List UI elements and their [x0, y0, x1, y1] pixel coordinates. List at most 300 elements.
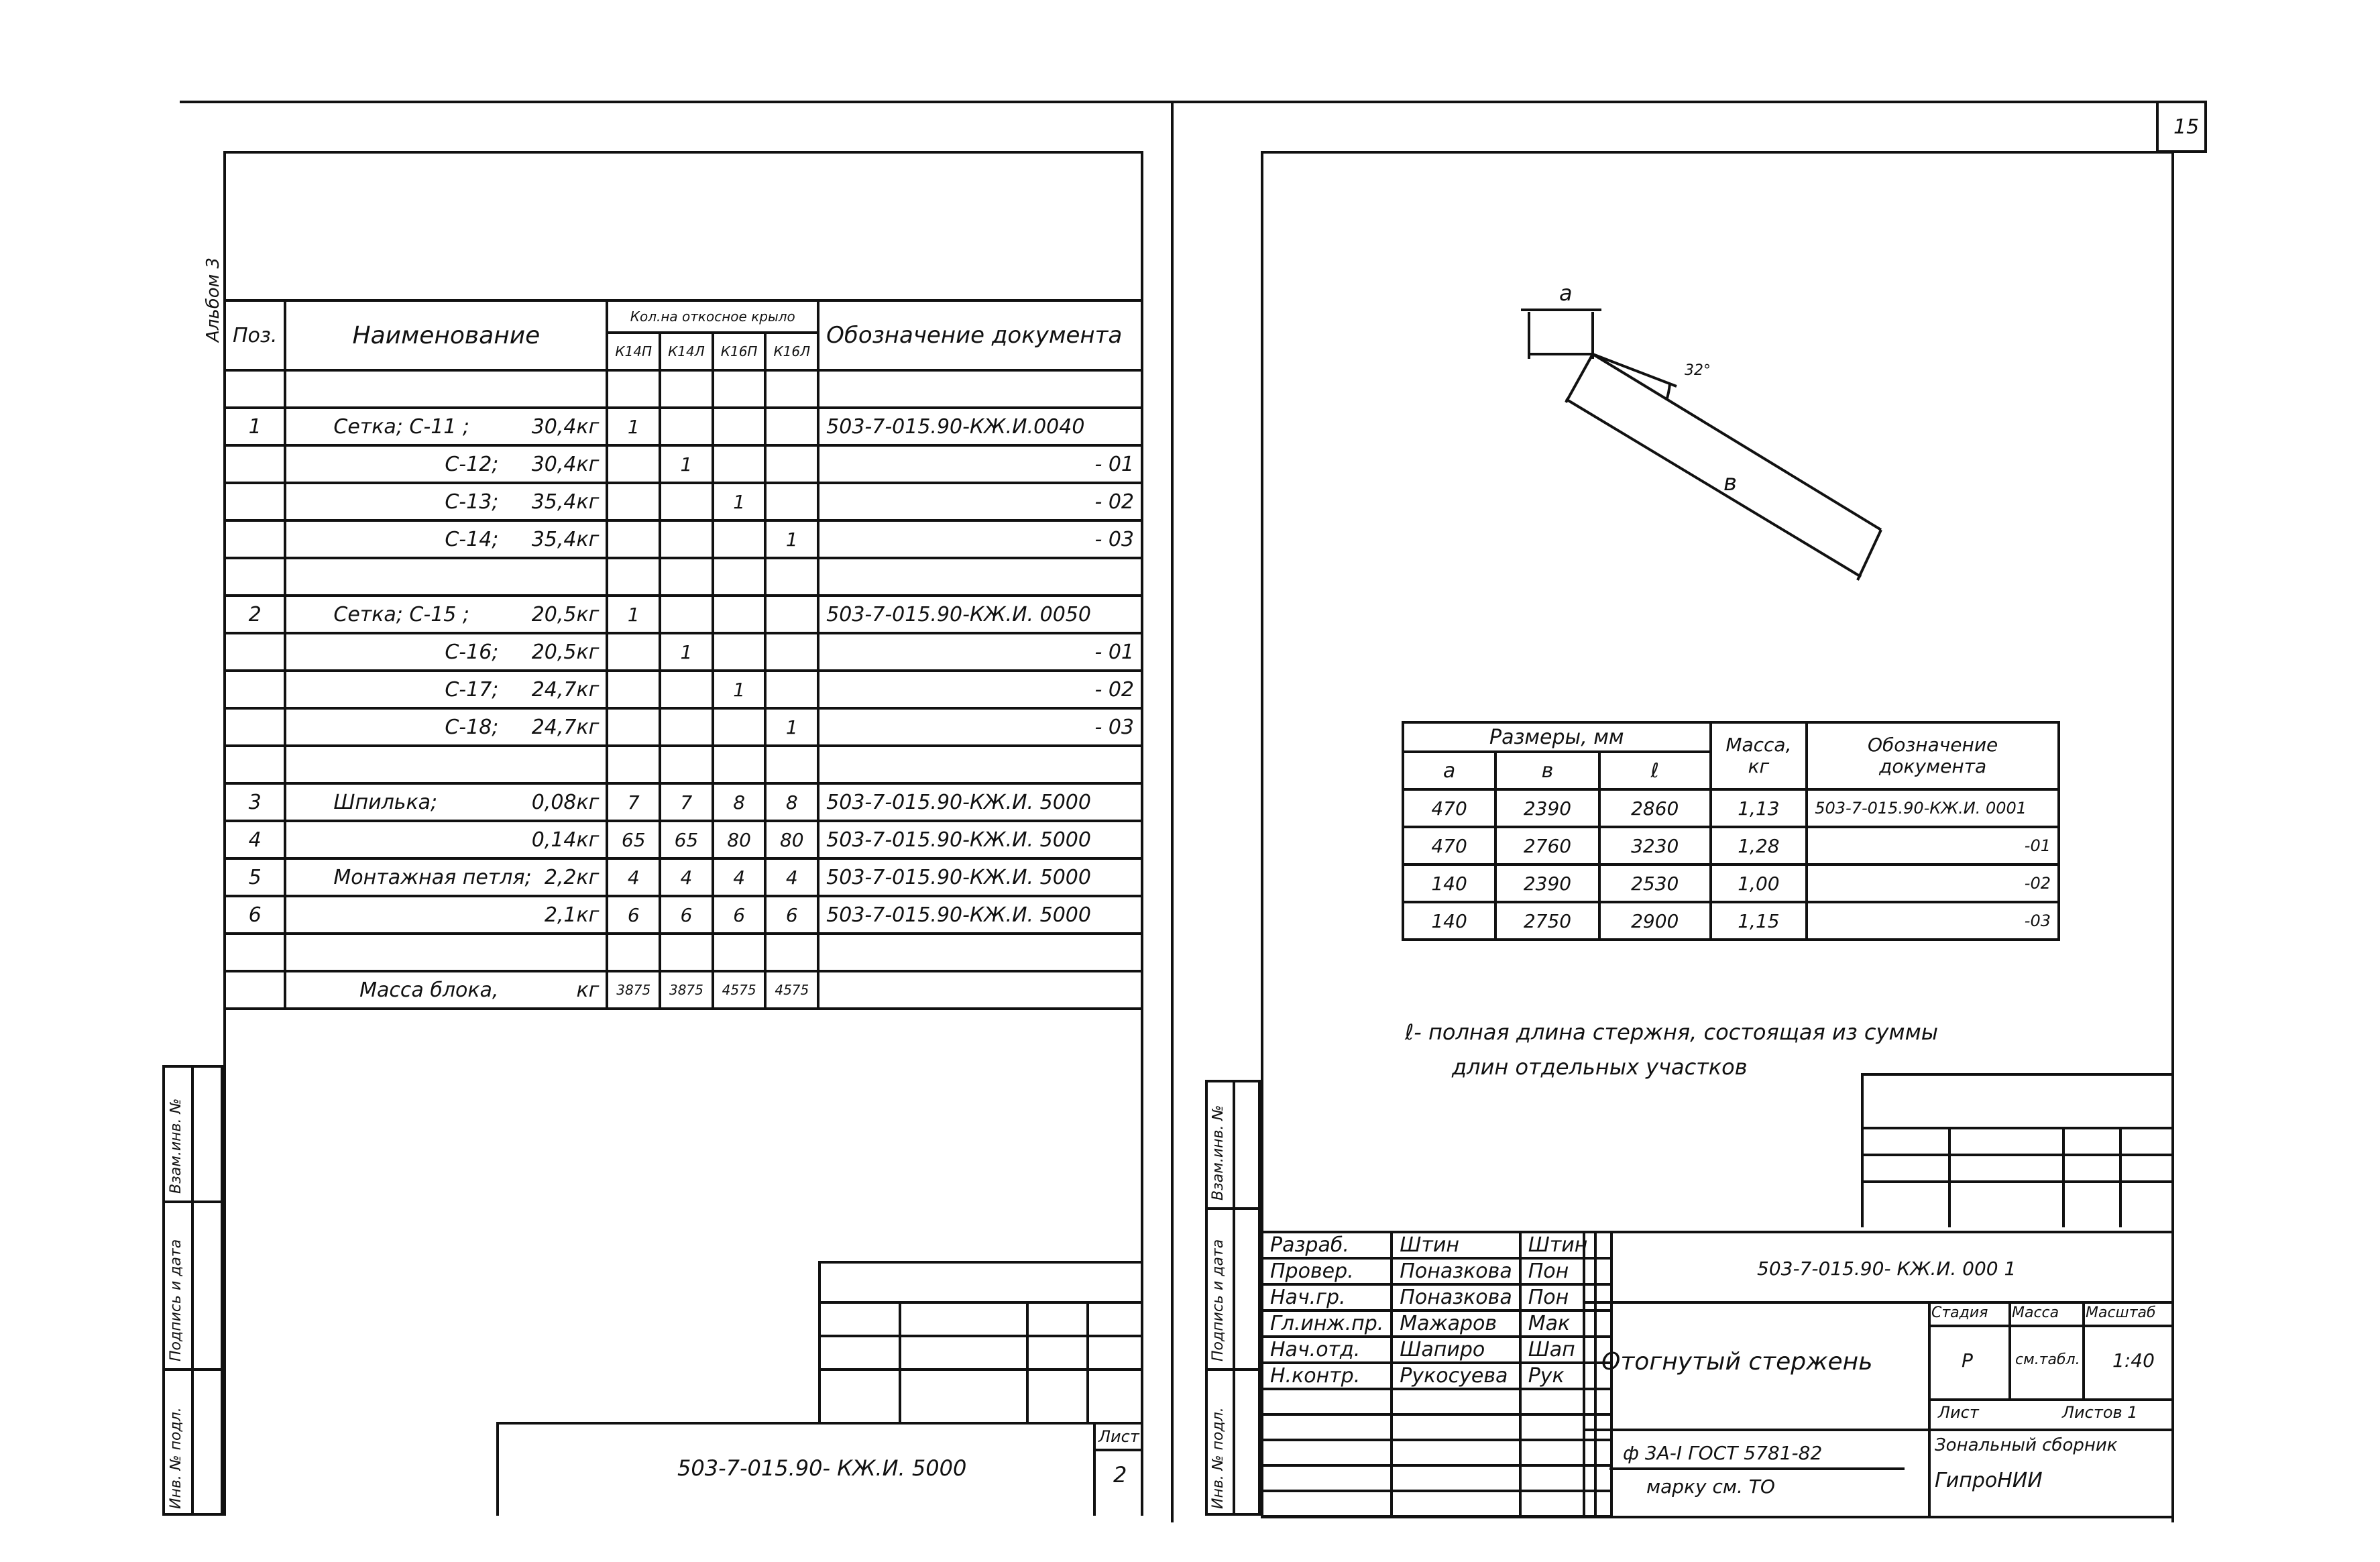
signature-row	[1262, 1284, 1611, 1310]
spec-qty: 1	[660, 633, 713, 671]
spec-qty	[713, 558, 766, 596]
side-strip-divider	[1205, 1207, 1261, 1210]
title-block-line	[1583, 1429, 2173, 1431]
header-qty-col: К16Л	[765, 333, 818, 370]
spec-name: С-14;	[445, 527, 499, 551]
dim-b-ext2	[1858, 530, 1881, 580]
bent-bar-drawing	[1502, 275, 1918, 597]
doc-code: 503-7-015.90- КЖ.И. 000 1	[1757, 1258, 2017, 1280]
spec-qty	[765, 370, 818, 408]
spec-qty	[713, 708, 766, 746]
spec-pos	[225, 370, 285, 408]
stamp-sheet-divider	[1093, 1422, 1096, 1516]
spec-doc: 503-7-015.90-КЖ.И. 5000	[818, 896, 1142, 934]
stage-block-divider	[1928, 1301, 1931, 1516]
spec-name-cell	[285, 783, 607, 821]
side-strip-divider	[1233, 1080, 1235, 1516]
spec-doc: 503-7-015.90-КЖ.И. 5000	[818, 821, 1142, 858]
spec-name: Сетка; С-15 ;	[333, 602, 470, 626]
material-line-2: марку см. ТО	[1646, 1475, 1775, 1498]
surname-cell	[1392, 1440, 1520, 1465]
spec-qty: 4	[713, 858, 766, 896]
grid-line	[1948, 1127, 1951, 1227]
spec-qty: 65	[607, 821, 660, 858]
spec-qty: 1	[765, 520, 818, 558]
angle-arc	[1666, 384, 1670, 400]
top-border-line	[180, 101, 2185, 103]
note-line-1: ℓ- полная длина стержня, состоящая из суммы	[1405, 1019, 1938, 1045]
side-strip-divider	[191, 1065, 194, 1516]
sheets-label: Листов 1	[2062, 1403, 2138, 1422]
spec-doc: 503-7-015.90-КЖ.И. 5000	[818, 783, 1142, 821]
spec-doc: - 02	[818, 483, 1142, 520]
album-label: Альбом 3	[203, 257, 223, 342]
stamp-col-line	[1026, 1301, 1029, 1422]
role-cell: Нач.гр.	[1262, 1284, 1392, 1310]
spec-qty	[660, 520, 713, 558]
spec-qty	[765, 746, 818, 783]
date-cell	[1595, 1389, 1611, 1414]
spec-mass: кг	[576, 978, 600, 1002]
spec-doc: - 03	[818, 708, 1142, 746]
dim-cell: 1,13	[1711, 789, 1807, 827]
spec-qty	[713, 596, 766, 633]
role-cell	[1262, 1414, 1392, 1440]
surname-cell: Поназкова	[1392, 1258, 1520, 1284]
spec-qty: 7	[607, 783, 660, 821]
spec-name-cell	[285, 596, 607, 633]
surname-cell	[1392, 1491, 1520, 1516]
spec-doc	[818, 370, 1142, 408]
right-small-grid	[1861, 1073, 2173, 1227]
side-strip-divider	[1205, 1368, 1261, 1371]
role-cell	[1262, 1389, 1392, 1414]
spec-qty	[660, 370, 713, 408]
right-side-label-inv: Инв. № подл.	[1210, 1407, 1227, 1509]
dim-cell: 2390	[1495, 789, 1599, 827]
spec-pos: 1	[225, 408, 285, 445]
spec-qty: 65	[660, 821, 713, 858]
spec-name: С-16;	[445, 640, 499, 664]
signature-row	[1262, 1310, 1611, 1337]
spec-mass: 24,7кг	[531, 715, 600, 739]
spec-name-cell	[285, 746, 607, 783]
spec-qty: 1	[765, 708, 818, 746]
mass-header: Масса, кг	[1711, 722, 1807, 789]
date-cell	[1595, 1414, 1611, 1440]
spec-row	[225, 596, 1142, 633]
spec-pos	[225, 633, 285, 671]
page-number-box	[2156, 101, 2207, 153]
spec-name-cell	[285, 558, 607, 596]
spec-qty	[607, 445, 660, 483]
spec-qty	[660, 671, 713, 708]
spec-doc: 503-7-015.90-КЖ.И. 0050	[818, 596, 1142, 633]
spec-name: Шпилька;	[333, 790, 438, 814]
spec-name-cell	[285, 671, 607, 708]
spec-qty	[607, 934, 660, 971]
role-cell: Гл.инж.пр.	[1262, 1310, 1392, 1337]
spec-pos	[225, 746, 285, 783]
spec-name-cell	[285, 708, 607, 746]
spec-name: С-12;	[445, 452, 499, 476]
spec-qty	[660, 483, 713, 520]
signature-cell: Рук	[1520, 1363, 1596, 1389]
spec-pos: 6	[225, 896, 285, 934]
spec-qty	[607, 708, 660, 746]
spec-qty	[765, 408, 818, 445]
right-side-label-replace: Взам.инв. №	[1210, 1105, 1227, 1201]
spec-doc: - 03	[818, 520, 1142, 558]
dim-a-label: а	[1559, 280, 1573, 306]
signature-row	[1262, 1465, 1611, 1491]
spec-mass: 30,4кг	[531, 414, 600, 439]
date-cell	[1595, 1440, 1611, 1465]
spec-doc	[818, 558, 1142, 596]
left-sheet-label: Лист	[1098, 1427, 1139, 1446]
stamp-row-line	[818, 1301, 1143, 1304]
spec-pos: 2	[225, 596, 285, 633]
dim-row	[1403, 902, 2059, 940]
grid-line	[2062, 1127, 2065, 1227]
spec-qty	[713, 445, 766, 483]
spec-qty	[607, 558, 660, 596]
signature-row	[1262, 1363, 1611, 1389]
dimension-table	[1402, 721, 2060, 941]
spec-name: С-18;	[445, 715, 499, 739]
role-cell: Разраб.	[1262, 1232, 1392, 1258]
dim-cell: 470	[1403, 827, 1495, 864]
spec-qty: 6	[660, 896, 713, 934]
stage-label: Стадия	[1931, 1304, 1988, 1321]
header-pos: Поз.	[225, 300, 285, 370]
spec-row	[225, 783, 1142, 821]
spec-qty	[713, 633, 766, 671]
role-cell: Провер.	[1262, 1258, 1392, 1284]
spec-name-cell	[285, 971, 607, 1009]
spec-qty: 80	[713, 821, 766, 858]
spec-name: Сетка; С-11 ;	[333, 414, 470, 439]
stamp-row-line	[818, 1368, 1143, 1371]
dim-cell: 2760	[1495, 827, 1599, 864]
spec-qty	[765, 633, 818, 671]
signature-row	[1262, 1491, 1611, 1516]
surname-cell	[1392, 1465, 1520, 1491]
spec-qty: 3875	[660, 971, 713, 1009]
spec-row	[225, 671, 1142, 708]
spec-row	[225, 445, 1142, 483]
spec-mass: 0,14кг	[531, 828, 600, 852]
stage-line	[1928, 1325, 2173, 1327]
signature-cell: Шап	[1520, 1337, 1596, 1363]
spec-qty: 4	[607, 858, 660, 896]
spec-doc	[818, 971, 1142, 1009]
spec-qty	[660, 934, 713, 971]
spec-qty: 4575	[765, 971, 818, 1009]
spec-qty	[660, 408, 713, 445]
col-l-header: ℓ	[1599, 752, 1711, 789]
grid-line	[1861, 1127, 2173, 1129]
spec-name: С-13;	[445, 490, 499, 514]
spec-qty	[660, 596, 713, 633]
date-cell	[1595, 1310, 1611, 1337]
spec-name-cell	[285, 858, 607, 896]
spec-name-cell	[285, 520, 607, 558]
date-cell	[1595, 1258, 1611, 1284]
stamp-sheet-line	[1093, 1449, 1143, 1451]
spec-qty: 7	[660, 783, 713, 821]
spec-qty: 3875	[607, 971, 660, 1009]
spec-qty	[660, 558, 713, 596]
dim-cell: 2900	[1599, 902, 1711, 940]
spec-row	[225, 708, 1142, 746]
dim-b-line	[1566, 399, 1861, 577]
fold-line	[1171, 101, 1174, 1522]
spec-qty	[765, 558, 818, 596]
surname-cell	[1392, 1389, 1520, 1414]
left-sheet-number: 2	[1113, 1462, 1127, 1488]
grid-line	[1861, 1154, 2173, 1156]
spec-qty	[660, 708, 713, 746]
dim-cell: 140	[1403, 864, 1495, 902]
spec-pos	[225, 520, 285, 558]
signature-row	[1262, 1258, 1611, 1284]
left-stamp-frame	[818, 1261, 1143, 1422]
surname-cell: Штин	[1392, 1232, 1520, 1258]
spec-name-cell	[285, 934, 607, 971]
spec-qty: 1	[607, 408, 660, 445]
stage-col	[2008, 1301, 2011, 1398]
spec-qty	[607, 370, 660, 408]
spec-name: Масса блока,	[359, 978, 499, 1002]
spec-pos: 4	[225, 821, 285, 858]
spec-qty: 1	[713, 671, 766, 708]
role-cell	[1262, 1440, 1392, 1465]
role-cell	[1262, 1465, 1392, 1491]
spec-row	[225, 483, 1142, 520]
spec-mass: 20,5кг	[531, 640, 600, 664]
dim-cell: -01	[1807, 827, 2059, 864]
spec-qty	[765, 934, 818, 971]
spec-qty	[713, 934, 766, 971]
spec-name-cell	[285, 821, 607, 858]
signature-row	[1262, 1232, 1611, 1258]
role-cell: Н.контр.	[1262, 1363, 1392, 1389]
spec-qty	[607, 520, 660, 558]
spec-qty: 8	[713, 783, 766, 821]
date-cell	[1595, 1232, 1611, 1258]
dim-row	[1403, 789, 2059, 827]
spec-pos	[225, 971, 285, 1009]
spec-pos	[225, 671, 285, 708]
spec-pos	[225, 934, 285, 971]
spec-pos: 3	[225, 783, 285, 821]
signature-cell: Мак	[1520, 1310, 1596, 1337]
mass-label: Масса	[2012, 1304, 2059, 1321]
dim-b-label: в	[1723, 469, 1738, 496]
date-cell	[1595, 1284, 1611, 1310]
dim-cell: -02	[1807, 864, 2059, 902]
spec-row	[225, 558, 1142, 596]
angle-label: 32°	[1685, 362, 1711, 379]
spec-row	[225, 370, 1142, 408]
spec-name-cell	[285, 408, 607, 445]
signature-row	[1262, 1414, 1611, 1440]
title-block-divider	[1583, 1231, 1585, 1516]
spec-row	[225, 934, 1142, 971]
spec-mass: 30,4кг	[531, 452, 600, 476]
header-qty-col: К14П	[607, 333, 660, 370]
spec-row	[225, 746, 1142, 783]
spec-qty: 8	[765, 783, 818, 821]
spec-qty: 4	[660, 858, 713, 896]
spec-qty	[765, 483, 818, 520]
spec-qty	[660, 746, 713, 783]
signature-row	[1262, 1440, 1611, 1465]
left-stamp-code: 503-7-015.90- КЖ.И. 5000	[677, 1455, 967, 1481]
spec-mass: 2,2кг	[544, 865, 600, 889]
dim-cell: 3230	[1599, 827, 1711, 864]
signature-row	[1262, 1389, 1611, 1414]
material-underline	[1609, 1467, 1905, 1470]
signature-cell: Пон	[1520, 1258, 1596, 1284]
spec-qty: 6	[713, 896, 766, 934]
spec-qty	[713, 370, 766, 408]
stage-value: Р	[1962, 1349, 1973, 1372]
grid-line	[1861, 1180, 2173, 1183]
spec-qty	[607, 633, 660, 671]
col-a-header: а	[1403, 752, 1495, 789]
spec-name: Монтажная петля;	[333, 865, 532, 889]
header-name: Наименование	[285, 300, 607, 370]
spec-qty	[607, 483, 660, 520]
dim-cell: 503-7-015.90-КЖ.И. 0001	[1807, 789, 2059, 827]
surname-cell: Шапиро	[1392, 1337, 1520, 1363]
specification-table	[223, 299, 1143, 1010]
scale-label: Масштаб	[2086, 1304, 2156, 1321]
spec-qty	[713, 746, 766, 783]
spec-pos	[225, 708, 285, 746]
stamp-row-line	[818, 1335, 1143, 1337]
spec-qty: 1	[713, 483, 766, 520]
spec-qty: 4575	[713, 971, 766, 1009]
scale-value: 1:40	[2112, 1349, 2155, 1372]
spec-pos	[225, 445, 285, 483]
spec-doc: - 02	[818, 671, 1142, 708]
spec-name-cell	[285, 896, 607, 934]
note-line-2: длин отдельных участков	[1452, 1054, 1748, 1080]
spec-doc: - 01	[818, 445, 1142, 483]
bottom-border-line	[1261, 1516, 2173, 1518]
spec-qty: 80	[765, 821, 818, 858]
spec-qty: 4	[765, 858, 818, 896]
spec-row	[225, 408, 1142, 445]
side-strip-divider	[162, 1201, 223, 1203]
signature-cell: Штин	[1520, 1232, 1596, 1258]
stage-col	[2082, 1301, 2085, 1398]
spec-row	[225, 821, 1142, 858]
spec-mass: 2,1кг	[544, 903, 600, 927]
spec-doc: 503-7-015.90-КЖ.И.0040	[818, 408, 1142, 445]
side-strip-divider	[162, 1368, 223, 1371]
spec-mass: 35,4кг	[531, 490, 600, 514]
dim-group-header: Размеры, мм	[1403, 722, 1711, 752]
dim-cell: 2750	[1495, 902, 1599, 940]
dim-cell: 2390	[1495, 864, 1599, 902]
dim-row	[1403, 864, 2059, 902]
spec-row	[225, 971, 1142, 1009]
dim-cell: 140	[1403, 902, 1495, 940]
spec-mass: 24,7кг	[531, 677, 600, 702]
spec-pos	[225, 483, 285, 520]
spec-qty: 1	[660, 445, 713, 483]
spec-mass: 20,5кг	[531, 602, 600, 626]
spec-row	[225, 520, 1142, 558]
spec-qty	[765, 671, 818, 708]
spec-qty: 6	[607, 896, 660, 934]
surname-cell: Поназкова	[1392, 1284, 1520, 1310]
grid-line	[2119, 1127, 2122, 1227]
spec-pos	[225, 558, 285, 596]
signatures-table	[1261, 1231, 1613, 1518]
spec-doc	[818, 934, 1142, 971]
right-side-label-sign: Подпись и дата	[1210, 1239, 1227, 1361]
doc-header: Обозначение документа	[1807, 722, 2059, 789]
spec-qty	[713, 520, 766, 558]
spec-doc: - 01	[818, 633, 1142, 671]
stamp-col-line	[1086, 1301, 1089, 1422]
side-label-sign: Подпись и дата	[168, 1239, 184, 1361]
header-qty-col: К16П	[713, 333, 766, 370]
spec-qty: 1	[607, 596, 660, 633]
mass-value: см.табл.	[2015, 1351, 2080, 1368]
role-cell	[1262, 1491, 1392, 1516]
spec-row	[225, 633, 1142, 671]
header-qty-group: Кол.на откосное крыло	[607, 300, 818, 333]
signature-row	[1262, 1337, 1611, 1363]
dim-cell: 470	[1403, 789, 1495, 827]
stamp-col-line	[899, 1301, 901, 1422]
spec-doc	[818, 746, 1142, 783]
signature-cell: Пон	[1520, 1284, 1596, 1310]
org-line-1: Зональный сборник	[1935, 1435, 2118, 1455]
header-doc: Обозначение документа	[818, 300, 1142, 370]
spec-qty	[765, 445, 818, 483]
spec-row	[225, 896, 1142, 934]
sheet-label: Лист	[1938, 1403, 1979, 1422]
side-label-replace: Взам.инв. №	[168, 1098, 184, 1194]
page-number: 15	[2173, 115, 2200, 139]
spec-name-cell	[285, 445, 607, 483]
spec-row	[225, 858, 1142, 896]
dim-cell: -03	[1807, 902, 2059, 940]
dim-row	[1403, 827, 2059, 864]
role-cell: Нач.отд.	[1262, 1337, 1392, 1363]
date-cell	[1595, 1491, 1611, 1516]
spec-mass: 0,08кг	[531, 790, 600, 814]
dim-cell: 2860	[1599, 789, 1711, 827]
angle-ref	[1593, 354, 1677, 386]
spec-qty	[765, 596, 818, 633]
dim-cell: 1,00	[1711, 864, 1807, 902]
header-qty-col: К14Л	[660, 333, 713, 370]
dim-b-ext1	[1566, 354, 1593, 402]
stage-line	[1928, 1398, 2173, 1401]
dim-cell: 1,28	[1711, 827, 1807, 864]
material-line-1: ф 3А-I ГОСТ 5781-82	[1623, 1442, 1823, 1464]
dim-cell: 1,15	[1711, 902, 1807, 940]
spec-name-cell	[285, 483, 607, 520]
